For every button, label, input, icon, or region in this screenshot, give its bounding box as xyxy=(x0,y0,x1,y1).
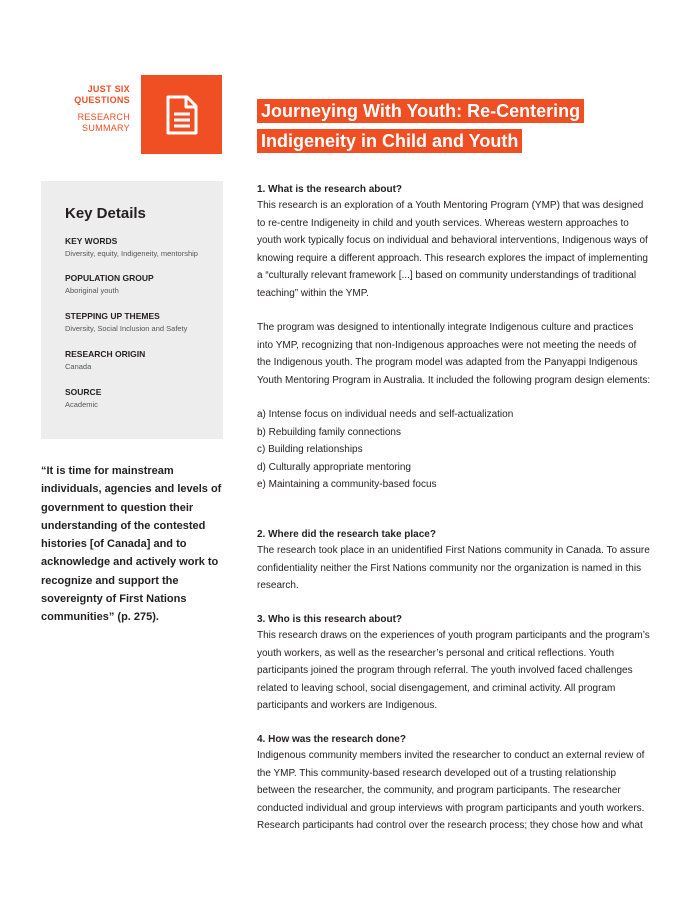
section-research-location xyxy=(257,528,652,595)
brand-title-line2: QUESTIONS xyxy=(74,95,130,105)
section-paragraph: Indigenous community members invited the researcher to conduct an external review of the YMP. This community-based research developed out of a trusting relationship between the researcher, the community, and program participants. The researcher conducted individual and group interviews with program participants and youth workers. Research participants had control over the research process; they chose how and what xyxy=(257,750,645,831)
document-icon xyxy=(165,95,199,135)
key-detail-origin xyxy=(65,349,145,372)
title-line-1: Journeying With Youth: Re-Centering xyxy=(257,99,584,123)
section-question: 2. Where did the research take place? xyxy=(257,529,436,540)
section-question: 3. Who is this research about? xyxy=(257,614,403,625)
brand-subtitle-line1: RESEARCH xyxy=(77,112,130,122)
list-item: e) Maintaining a community-based focus xyxy=(257,479,437,490)
brand-title-line1: JUST SIX xyxy=(87,84,130,94)
key-detail-value: Diversity, Social Inclusion and Safety xyxy=(65,324,188,333)
section-paragraph: This research is an exploration of a Youth Mentoring Program (YMP) that was designed to re-centre Indigeneity in child and youth services. Whereas western approaches to youth work typically focus on individual and behavioral interventions, Indigenous ways of knowing require a different approach. This research explores the impact of implementing a “culturally relevant framework [...] based on community understandings of traditional teaching” within the YMP. xyxy=(257,200,648,299)
key-detail-label: KEY WORDS xyxy=(65,236,118,246)
document-icon-box xyxy=(141,75,222,154)
pull-quote: “It is time for mainstream individuals, agencies and levels of government to question their understanding of the contested histories [of Canada] and to acknowledge and actively work to recognize and support the sovereignty of First Nations communities” (p. 275). xyxy=(41,465,222,624)
key-details-heading: Key Details xyxy=(65,205,146,222)
key-detail-themes xyxy=(65,311,187,334)
brand-subtitle-line2: SUMMARY xyxy=(82,123,130,133)
key-detail-value: Academic xyxy=(65,400,98,409)
section-research-method xyxy=(257,733,652,835)
key-detail-label: RESEARCH ORIGIN xyxy=(65,349,146,359)
list-item: c) Building relationships xyxy=(257,444,363,455)
list-item: a) Intense focus on individual needs and self-actualization xyxy=(257,409,514,420)
section-paragraph: This research draws on the experiences of youth program participants and the program’s youth workers, as well as the researcher’s personal and critical reflections. Youth participants joined the program through referral. The youth involved faced challenges related to leaving school, social disengagement, and criminal activity. All program participants and workers are Indigenous. xyxy=(257,630,650,711)
design-elements-list xyxy=(257,406,652,494)
key-detail-keywords xyxy=(65,236,198,259)
brand-label xyxy=(40,84,130,134)
key-detail-value: Diversity, equity, Indigeneity, mentorship xyxy=(65,249,198,258)
section-question: 4. How was the research done? xyxy=(257,734,406,745)
key-details-panel xyxy=(41,181,223,439)
key-detail-source xyxy=(65,387,101,410)
list-item: d) Culturally appropriate mentoring xyxy=(257,461,411,473)
list-item: b) Rebuilding family connections xyxy=(257,426,401,438)
section-question: 1. What is the research about? xyxy=(257,184,403,195)
key-detail-value: Aboriginal youth xyxy=(65,286,119,295)
key-detail-label: POPULATION GROUP xyxy=(65,273,154,283)
key-detail-value: Canada xyxy=(65,362,92,371)
section-paragraph: The program was designed to intentionally integrate Indigenous culture and practices into YMP, recognizing that non-Indigenous approaches were not meeting the needs of the Indigenous youth. The program model was adapted from the Panyappi Indigenous Youth Mentoring Program in Australia. It included the following program design elements: xyxy=(257,322,651,386)
section-paragraph: The research took place in an unidentified First Nations community in Canada. To assure confidentiality neither the First Nations community nor the organization is named in this research. xyxy=(257,545,650,591)
title-line-2: Indigeneity in Child and Youth xyxy=(257,129,522,153)
section-research-subjects xyxy=(257,613,652,715)
key-detail-label: STEPPING UP THEMES xyxy=(65,311,160,321)
key-detail-population xyxy=(65,273,154,296)
section-research-about xyxy=(257,183,652,494)
page-title xyxy=(257,99,657,159)
key-detail-label: SOURCE xyxy=(65,387,102,397)
